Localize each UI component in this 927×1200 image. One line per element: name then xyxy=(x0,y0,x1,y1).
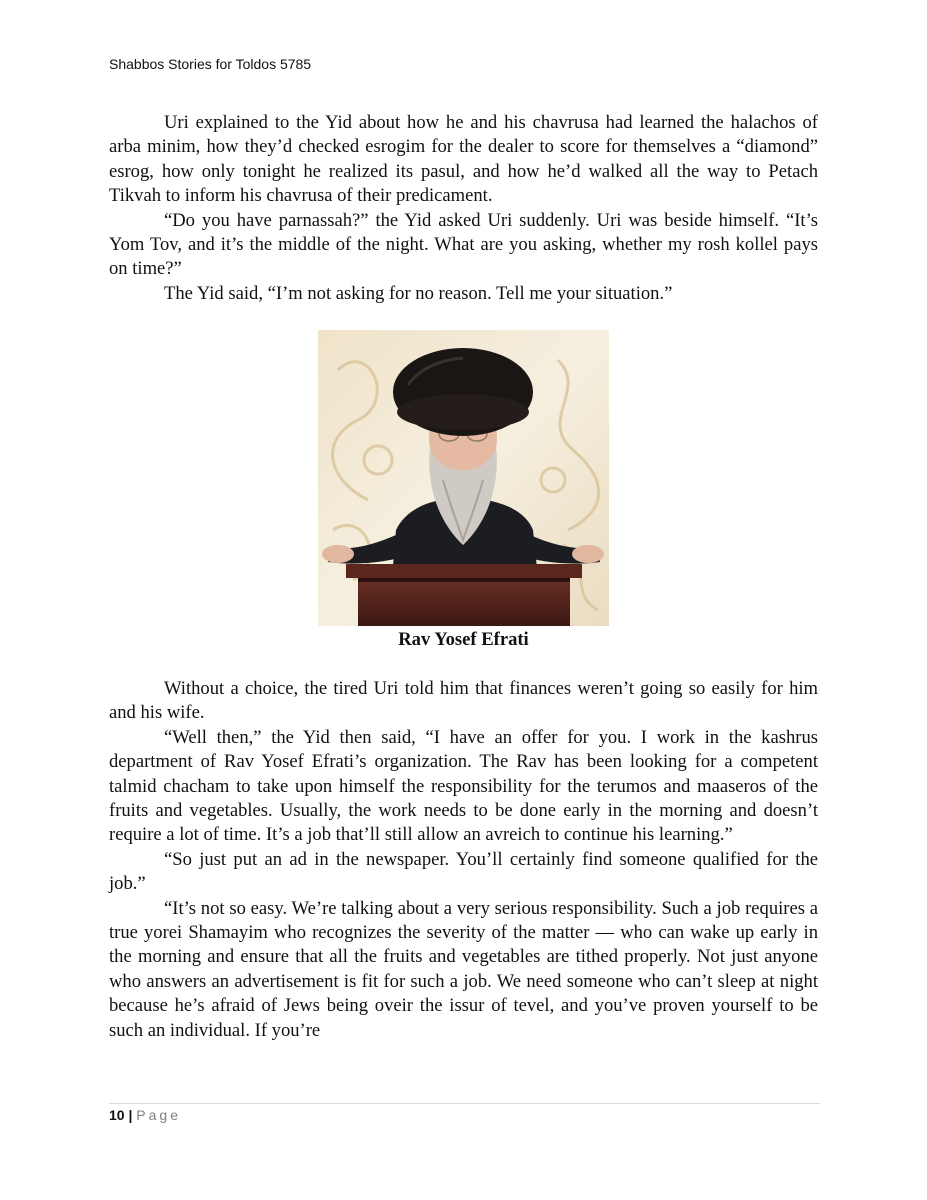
page-number: 10 xyxy=(109,1107,125,1123)
paragraph: The Yid said, “I’m not asking for no reason. Tell me your situation.” xyxy=(164,282,673,304)
portrait-photo xyxy=(318,330,609,626)
paragraph: “It’s not so easy. We’re talking about a very serious responsibility. Such a job requires a true yorei Shamayim who recognizes the severity of the matter — who can wake up early in the morning and ensure that all the fruits and vegetables are tithed properly. Not just anyone who answers an advertisement is fit for such a job. We need someone who can’t sleep at night because he’s afraid of Jews being oveir the issur of tevel, and you’ve proven yourself to be such an individual. If you’re xyxy=(109,897,818,1041)
paragraph: Uri explained to the Yid about how he and his chavrusa had learned the halachos of arba minim, how they’d checked esrogim for the dealer to score for themselves a “diamond” esrog, how only tonight he realized its pasul, and how he’d walked all the way to Petach Tikvah to inform his chavrusa of their predicament. xyxy=(109,112,818,207)
figure-caption: Rav Yosef Efrati xyxy=(398,629,529,650)
footer-divider xyxy=(109,1103,820,1104)
page-footer xyxy=(109,1107,181,1123)
paragraph: “So just put an ad in the newspaper. You’ll certainly find someone qualified for the job.” xyxy=(109,848,818,895)
running-header: Shabbos Stories for Toldos 5785 xyxy=(109,56,312,72)
page-label: Page xyxy=(136,1107,181,1123)
body-text-top xyxy=(109,111,818,306)
portrait-illustration xyxy=(318,330,609,626)
paragraph: “Do you have parnassah?” the Yid asked Uri suddenly. Uri was beside himself. “It’s Yom Tov, and it’s the middle of the night. What are you asking, whether my rosh kollel pays on time?” xyxy=(109,209,818,280)
paragraph: Without a choice, the tired Uri told him that finances weren’t going so easily for him and his wife. xyxy=(109,678,818,724)
body-text-bottom xyxy=(109,677,818,1043)
paragraph: “Well then,” the Yid then said, “I have an offer for you. I work in the kashrus department of Rav Yosef Efrati’s organization. The Rav has been looking for a competent talmid chacham to take upon himself the responsibility for the terumos and maaseros of the fruits and vegetables. Usually, the work needs to be done early in the morning and doesn’t require a lot of time. It’s a job that’ll still allow an avreich to continue his learning.” xyxy=(109,726,818,846)
footer-separator: | xyxy=(128,1107,133,1123)
